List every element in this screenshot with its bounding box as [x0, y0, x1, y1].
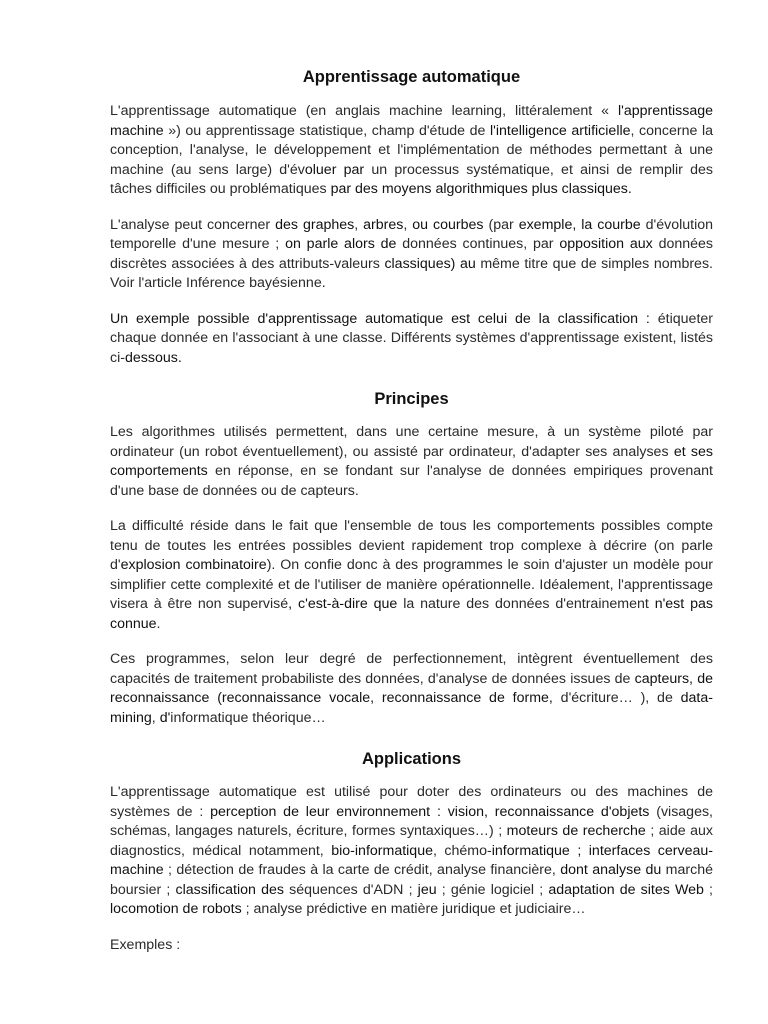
principes-paragraph-1: Les algorithmes utilisés permettent, dans une certaine mesure, à un système piloté par ordinateur (un robot éventuellement), ou assisté par ordinateur, d'adapter ses analyses et ses comportements en réponse, en se fondant sur l'analyse de données empiriques provenant d'une base de données ou de capteurs. — [110, 424, 713, 499]
page-title: Apprentissage automatique — [302, 68, 521, 86]
section-heading-applications: Applications — [361, 750, 461, 768]
applications-paragraph-1: L'apprentissage automatique est utilisé pour doter des ordinateurs ou des machines de systèmes de : perception de leur environnement : vision, reconnaissance d'objets (visages, schémas, langages naturels, écriture, formes syntaxiques…) ; moteurs de recherche ; aide aux diagnostics, médical notamment, bio-informatique, chémo-informatique ; interfaces cerveau-machine ; détection de fraudes à la carte de crédit, analyse financière, dont analyse du marché boursier ; classification des séquences d'ADN ; jeu ; génie logiciel ; adaptation de sites Web ; locomotion de robots ; analyse prédictive en matière juridique et judiciaire… — [110, 784, 713, 917]
document-body — [110, 62, 713, 971]
examples-label: Exemples : — [110, 936, 181, 953]
section-heading-principes: Principes — [374, 390, 449, 408]
principes-paragraph-2: La difficulté réside dans le fait que l'ensemble de tous les comportements possibles compte tenu de toutes les entrées possibles devient rapidement trop complexe à décrire (on parle d'explosion combinatoire). On confie donc à des programmes le soin d'ajuster un modèle pour simplifier cette complexité et de l'utiliser de manière opérationnelle. Idéalement, l'apprentissage visera à être non supervisé, c'est-à-dire que la nature des données d'entrainement n'est pas connue. — [110, 518, 713, 632]
intro-paragraph-3: Un exemple possible d'apprentissage automatique est celui de la classification : étiqueter chaque donnée en l'associant à une classe. Différents systèmes d'apprentissage existent, listés ci-dessous. — [110, 310, 713, 366]
principes-paragraph-3: Ces programmes, selon leur degré de perfectionnement, intègrent éventuellement des capacités de traitement probabiliste des données, d'analyse de données issues de capteurs, de reconnaissance (reconnaissance vocale, reconnaissance de forme, d'écriture… ), de data-mining, d'informatique théorique… — [110, 651, 713, 726]
intro-paragraph-2: L'analyse peut concerner des graphes, arbres, ou courbes (par exemple, la courbe d'évolution temporelle d'une mesure ; on parle alors de données continues, par opposition aux données discrètes associées à des attributs-valeurs classiques) au même titre que de simples nombres. Voir l'article Inférence bayésienne. — [110, 216, 714, 291]
intro-paragraph-1: L'apprentissage automatique (en anglais machine learning, littéralement « l'apprentissage machine ») ou apprentissage statistique, champ d'étude de l'intelligence artificielle, concerne la conception, l'analyse, le développement et l'implémentation de méthodes permettant à une machine (au sens large) d'évoluer par un processus systématique, et ainsi de remplir des tâches difficiles ou problématiques par des moyens algorithmiques plus classiques. — [110, 103, 713, 197]
